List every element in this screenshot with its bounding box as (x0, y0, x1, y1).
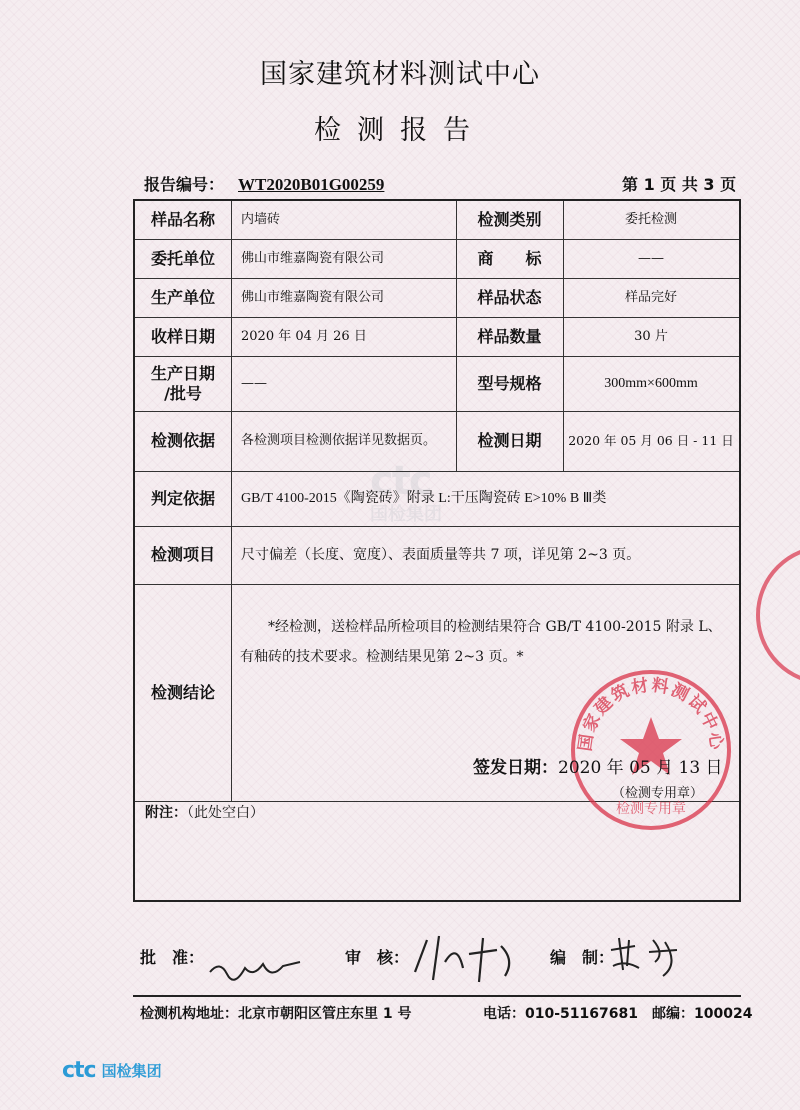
logo-text: 国检集团 (101, 1062, 162, 1080)
doc-title: 检测报告 (314, 115, 486, 146)
post-value: 100024 (694, 1006, 753, 1022)
test-date-value: 2020 年 05 月 06 日 - 11 日 (568, 433, 734, 448)
model-label: 型号规格 (477, 373, 542, 393)
prod-date-label (135, 356, 231, 411)
seal-inner-text: 检测专用章 (616, 801, 686, 817)
conclusion-label: 检测结论 (150, 682, 215, 702)
approve-signature (205, 950, 305, 988)
watermark-text: 国检集团 (370, 504, 442, 525)
footer-phone (483, 1003, 638, 1023)
prod-date-label-line2: /批号 (164, 383, 202, 403)
note (145, 802, 264, 822)
sample-state-label: 样品状态 (477, 287, 542, 307)
note-value: （此处空白） (187, 805, 264, 821)
client-value: 佛山市维嘉陶瓷有限公司 (241, 250, 385, 266)
issue-date (473, 753, 723, 778)
prod-date-value: —— (241, 375, 267, 391)
org-title: 国家建筑材料测试中心 (260, 59, 540, 90)
note-label: 附注： (145, 805, 187, 821)
post-label: 邮编： (652, 1006, 694, 1022)
watermark-mark: ctc (370, 458, 431, 504)
footer-address (140, 1003, 412, 1023)
sample-name-value: 内墙砖 (241, 212, 281, 227)
trademark-label: 商 标 (477, 248, 542, 268)
report-number-label: 报告编号： (144, 175, 225, 194)
test-type-value: 委托检测 (624, 212, 677, 227)
items-label: 检测项目 (150, 545, 215, 564)
receive-date-label: 收样日期 (150, 326, 215, 346)
trademark-value: —— (638, 250, 664, 266)
sample-qty-value: 30 片 (634, 328, 668, 344)
seal-caption: （检测专用章） (612, 786, 704, 801)
sample-name-label: 样品名称 (150, 210, 215, 229)
logo-mark-icon: ctc (62, 1058, 96, 1083)
test-type-label: 检测类别 (477, 210, 542, 229)
approve-label: 批 准： (140, 948, 205, 967)
footer-post (652, 1003, 752, 1023)
address-value: 北京市朝阳区管庄东里 1 号 (238, 1006, 412, 1022)
page-info: 第 1 页 共 3 页 (622, 175, 737, 194)
basis-label: 检测依据 (150, 431, 215, 450)
manufacturer-value: 佛山市维嘉陶瓷有限公司 (241, 289, 385, 305)
seal-ring-text: 国家建筑材料测试中心 (575, 675, 727, 753)
basis-value: 各检测项目检测依据详见数据页。 (241, 433, 437, 448)
manufacturer-label: 生产单位 (150, 287, 215, 307)
receive-date-value: 2020 年 04 月 26 日 (241, 328, 367, 344)
test-date-label: 检测日期 (477, 431, 542, 450)
judge-value: GB/T 4100-2015《陶瓷砖》附录 L:干压陶瓷砖 E>10% B Ⅲ类 (241, 490, 607, 506)
prod-date-label-line1: 生产日期 (150, 363, 215, 383)
compile-label: 编 制： (550, 948, 615, 967)
report-number (144, 172, 384, 195)
review-label: 审 核： (345, 948, 410, 967)
client-label: 委托单位 (150, 248, 215, 268)
issue-date-label: 签发日期： (473, 758, 558, 778)
conclusion-text: *经检测，送检样品所检项目的检测结果符合 GB/T 4100-2015 附录 L、有釉砖的技术要求。检测结果见第 2~3 页。* (240, 619, 722, 665)
address-label: 检测机构地址： (140, 1006, 238, 1022)
company-logo (62, 1058, 162, 1083)
sample-qty-label: 样品数量 (477, 326, 542, 346)
review-signature (405, 932, 525, 987)
phone-value: 010-51167681 (525, 1006, 638, 1022)
items-value: 尺寸偏差（长度、宽度）、表面质量等共 7 项，详见第 2~3 页。 (241, 547, 641, 563)
official-seal (566, 665, 736, 835)
issue-date-value: 2020 年 05 月 13 日 (558, 758, 723, 778)
model-value: 300mm×600mm (604, 375, 698, 391)
sample-state-value: 样品完好 (624, 289, 677, 305)
compile-signature (605, 930, 695, 980)
edge-seal (748, 540, 800, 690)
report-number-value: WT2020B01G00259 (238, 175, 385, 194)
footer-divider (133, 995, 741, 997)
phone-label: 电话： (483, 1006, 525, 1022)
judge-label: 判定依据 (150, 488, 215, 508)
